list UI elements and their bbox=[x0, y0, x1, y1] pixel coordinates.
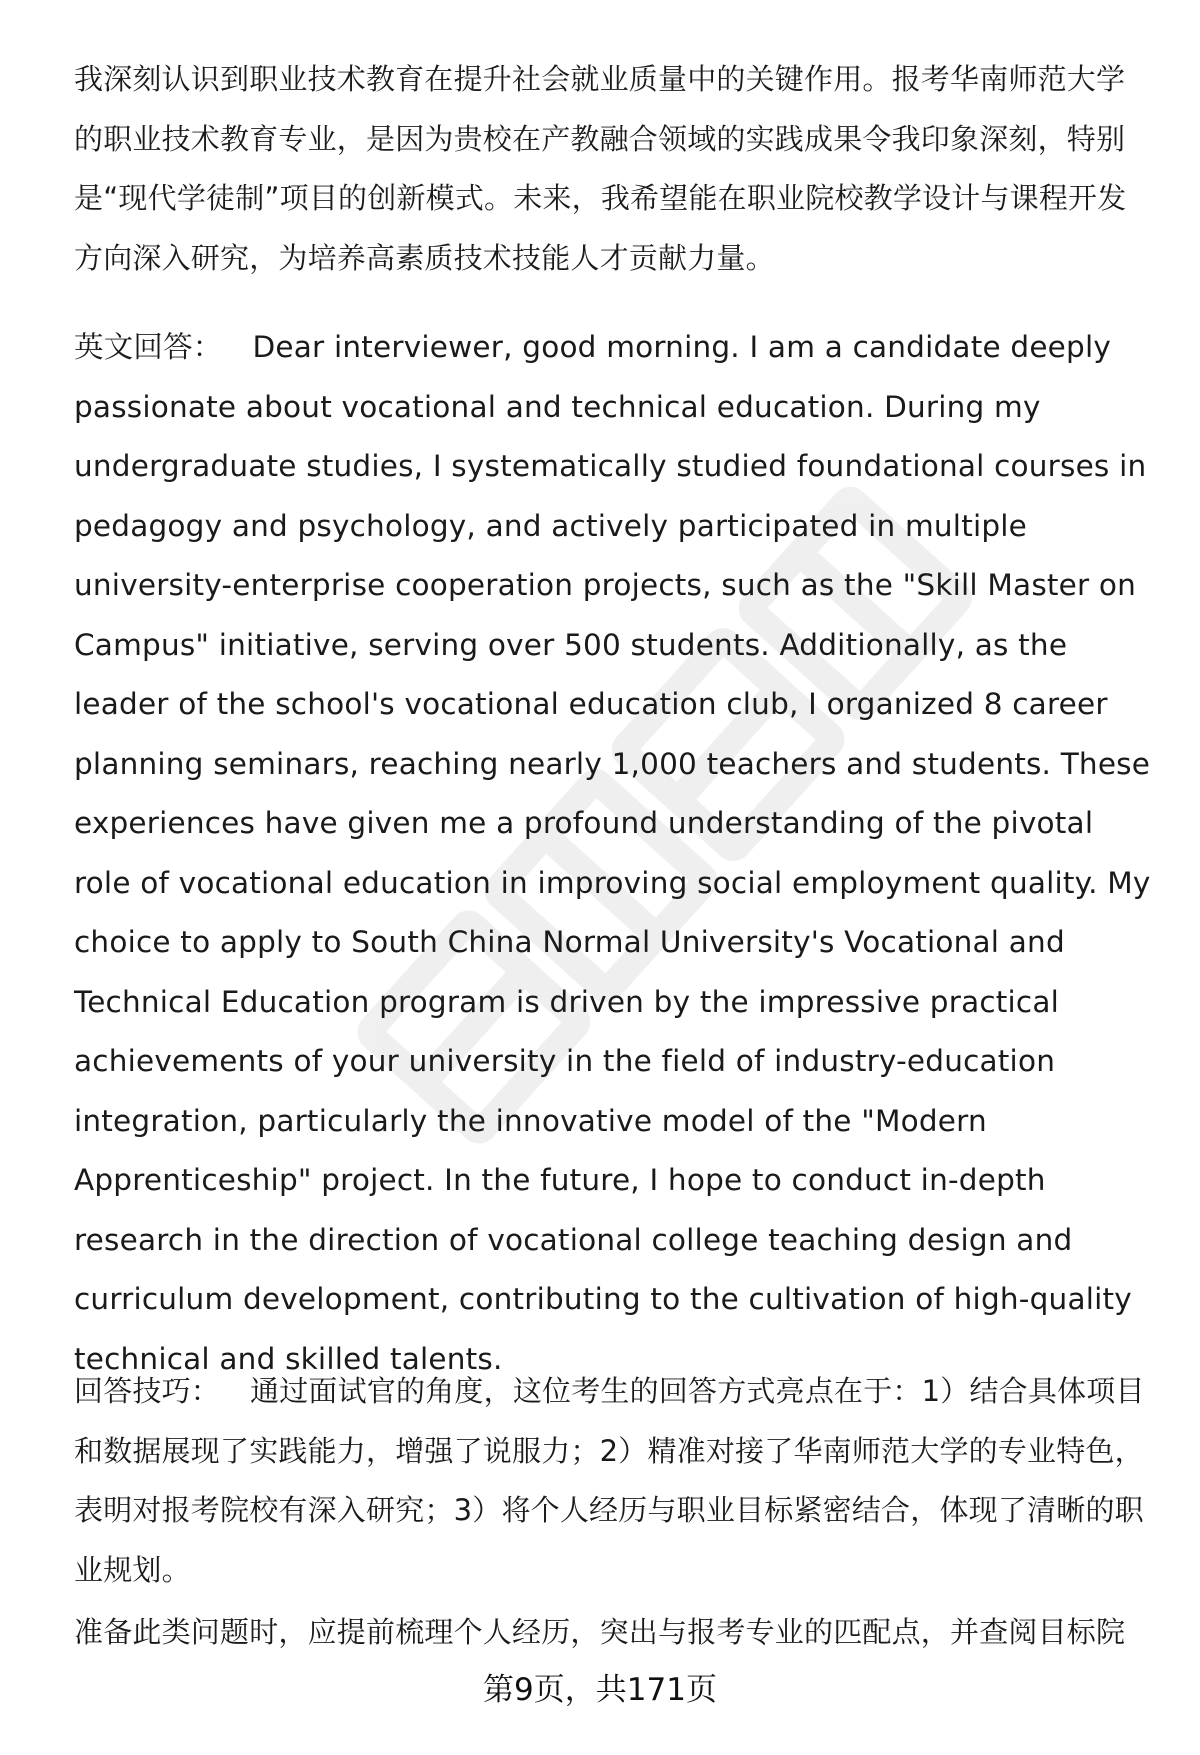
answer-tips-paragraph bbox=[74, 1362, 1154, 1600]
page-number-label: 第9页，共171页 bbox=[483, 1672, 717, 1708]
answer-tips-text: 通过面试官的角度，这位考生的回答方式亮点在于：1）结合具体项目和数据展现了实践能力，增强了说服力；2）精准对接了华南师范大学的专业特色，表明对报考院校有深入研究；3）将个人经历与职业目标紧密结合，体现了清晰的职业规划。 bbox=[74, 1374, 1145, 1587]
english-answer-paragraph bbox=[74, 318, 1154, 1389]
preparation-note: 准备此类问题时，应提前梳理个人经历，突出与报考专业的匹配点，并查阅目标院 bbox=[74, 1615, 1126, 1649]
english-answer-text: Dear interviewer, good morning. I am a candidate deeply passionate about vocational and technical education. During my undergraduate studies, I systematically studied foundational courses in pedagogy and psychology, and actively participated in multiple university-enterprise cooperation projects, such as the "Skill Master on Campus" initiative, serving over 500 students. Additionally, as the leader of the school's vocational education club, I organized 8 career planning seminars, reaching nearly 1,000 teachers and students. These experiences have given me a profound understanding of the pivotal role of vocational education in improving social employment quality. My choice to apply to South China Normal University's Vocational and Technical Education program is driven by the impressive practical achievements of your university in the field of industry-education integration, particularly the innovative model of the "Modern Apprenticeship" project. In the future, I hope to conduct in-depth research in the direction of vocational college teaching design and curriculum development, contributing to the cultivation of high-quality technical and skilled talents. bbox=[74, 330, 1151, 1376]
english-answer-label: 英文回答： bbox=[74, 330, 223, 364]
intro-paragraph: 我深刻认识到职业技术教育在提升社会就业质量中的关键作用。报考华南师范大学的职业技术教育专业，是因为贵校在产教融合领域的实践成果令我印象深刻，特别是“现代学徒制”项目的创新模式。未来，我希望能在职业院校教学设计与课程开发方向深入研究，为培养高素质技术技能人才贡献力量。 bbox=[74, 62, 1127, 275]
answer-tips-label: 回答技巧： bbox=[74, 1374, 221, 1408]
page-footer bbox=[0, 1666, 1200, 1714]
